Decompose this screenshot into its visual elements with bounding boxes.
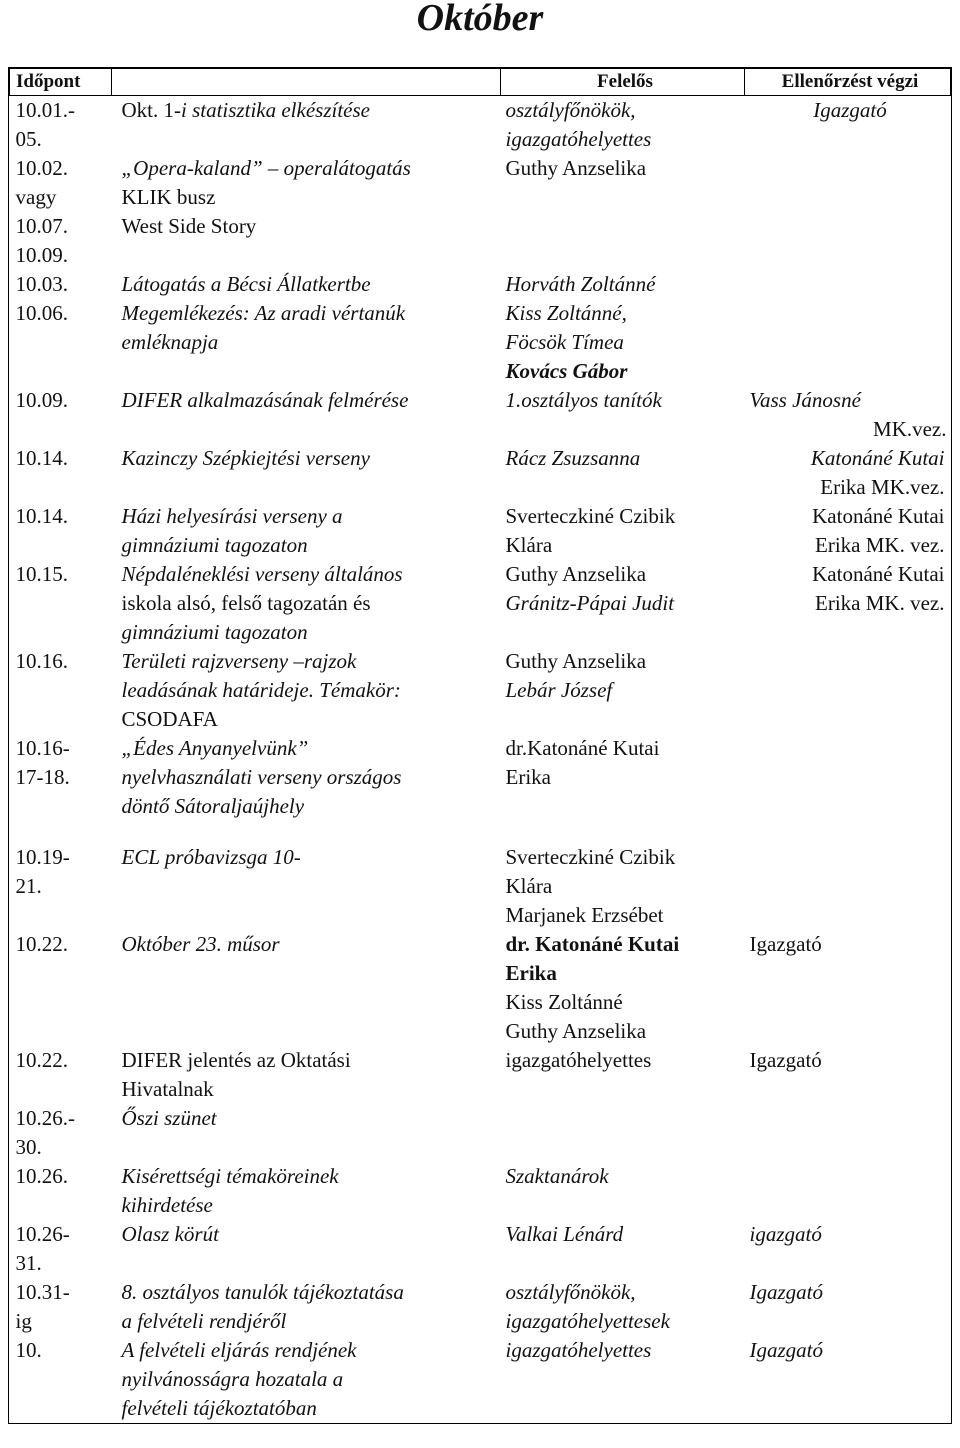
table-header-row xyxy=(10,69,951,96)
cell-task: Őszi szünet xyxy=(121,1106,217,1130)
cell-responsible: Rácz Zsuzsanna xyxy=(505,446,641,470)
cell-checker: Vass Jánosné MK.vez. xyxy=(749,388,947,441)
cell-checker: Igazgató xyxy=(813,98,887,122)
header-task xyxy=(112,69,501,96)
table-row xyxy=(10,1162,951,1220)
cell-checker xyxy=(745,647,951,734)
cell-task: Október 23. műsor xyxy=(121,932,280,956)
cell-task: Területi rajzverseny –rajzok leadásának határideje. Témakör: CSODAFA xyxy=(121,649,401,731)
cell-checker xyxy=(745,154,951,270)
cell-checker: Katonáné Kutai Erika MK. vez. xyxy=(812,504,945,557)
header-date: Időpont xyxy=(10,69,112,96)
table-row xyxy=(10,270,951,299)
cell-checker: Igazgató xyxy=(749,1048,822,1072)
cell-responsible: Sverteczkiné Czibik Klára Marjanek Erzsébet xyxy=(505,845,676,927)
cell-responsible: Guthy Anzselika Gránitz-Pápai Judit xyxy=(505,562,675,615)
cell-date: 10.15. xyxy=(15,562,68,586)
cell-date: 10.26.- 30. xyxy=(15,1106,75,1159)
cell-responsible: Szaktanárok xyxy=(505,1164,609,1188)
cell-date: 10.09. xyxy=(15,388,68,412)
cell-responsible: Sverteczkiné Czibik Klára xyxy=(505,504,676,557)
cell-date: 10.01.- 05. xyxy=(15,98,75,151)
cell-responsible: igazgatóhelyettes xyxy=(505,1048,652,1072)
cell-task: Kazinczy Szépkiejtési verseny xyxy=(121,446,370,470)
table-row xyxy=(10,930,951,1046)
cell-responsible: dr.Katonáné Kutai Erika xyxy=(505,736,660,789)
table-row xyxy=(10,843,951,930)
cell-task: A felvételi eljárás rendjének nyilvánosságra hozatala a felvételi tájékoztatóban xyxy=(121,1338,357,1420)
cell-checker xyxy=(745,1104,951,1162)
cell-task: DIFER jelentés az Oktatási Hivatalnak xyxy=(121,1048,351,1101)
table-row xyxy=(10,502,951,560)
cell-task: Olasz körút xyxy=(121,1222,219,1246)
cell-checker: Igazgató xyxy=(749,1338,823,1362)
table-row xyxy=(10,647,951,734)
cell-date: 10.14. xyxy=(15,446,68,470)
cell-task: Látogatás a Bécsi Állatkertbe xyxy=(121,272,371,296)
table-row xyxy=(10,386,951,444)
cell-checker xyxy=(745,299,951,386)
cell-checker: Katonáné Kutai Erika MK.vez. xyxy=(810,446,945,499)
cell-task: Házi helyesírási verseny a gimnáziumi tagozaton xyxy=(121,504,343,557)
cell-responsible: Kiss Zoltánné, Föcsök Tímea Kovács Gábor xyxy=(505,301,628,383)
cell-task: Kisérettségi témaköreinek kihirdetése xyxy=(121,1164,339,1217)
cell-date: 10.26- 31. xyxy=(15,1222,70,1275)
table-row xyxy=(10,299,951,386)
cell-date: 10.19- 21. xyxy=(15,845,70,898)
cell-task: „Opera-kaland” – operalátogatás KLIK busz West Side Story xyxy=(121,156,411,238)
table-row xyxy=(10,560,951,647)
cell-task: 8. osztályos tanulók tájékoztatása a felvételi rendjéről xyxy=(121,1280,404,1333)
table-spacer-row xyxy=(10,821,951,843)
table-row xyxy=(10,1336,951,1423)
table-row xyxy=(10,96,951,155)
cell-responsible: 1.osztályos tanítók xyxy=(505,388,662,412)
cell-checker: Igazgató xyxy=(749,932,822,956)
cell-checker xyxy=(745,1162,951,1220)
cell-checker xyxy=(745,270,951,299)
cell-task: DIFER alkalmazásának felmérése xyxy=(121,388,409,412)
table-row xyxy=(10,1046,951,1104)
cell-date: 10. xyxy=(15,1338,42,1362)
cell-date: 10.14. xyxy=(15,504,68,528)
cell-date: 10.22. xyxy=(15,1048,68,1072)
cell-date: 10.22. xyxy=(15,932,68,956)
cell-responsible: Horváth Zoltánné xyxy=(505,272,656,296)
cell-checker: Igazgató xyxy=(749,1280,823,1304)
cell-task: ECL próbavizsga 10- xyxy=(121,845,301,869)
page-title: Október xyxy=(416,0,544,39)
cell-date: 10.02. vagy 10.07. 10.09. xyxy=(15,156,68,267)
cell-checker: igazgató xyxy=(749,1222,822,1246)
cell-task: Megemlékezés: Az aradi vértanúk emléknapja xyxy=(121,301,406,354)
cell-date: 10.31- ig xyxy=(15,1280,70,1333)
cell-checker xyxy=(745,734,951,821)
cell-task: Okt. 1-i statisztika elkészítése xyxy=(121,98,370,122)
table-row xyxy=(10,1220,951,1278)
cell-date: 10.06. xyxy=(15,301,68,325)
table-row xyxy=(10,1104,951,1162)
cell-responsible: Guthy Anzselika Lebár József xyxy=(505,649,647,702)
cell-task: Népdaléneklési verseny általános iskola alsó, felső tagozatán és gimnáziumi tagozaton xyxy=(121,562,403,644)
cell-checker: Katonáné Kutai Erika MK. vez. xyxy=(812,562,945,615)
cell-checker xyxy=(745,843,951,930)
cell-responsible: osztályfőnökök, igazgatóhelyettesek xyxy=(505,1280,670,1333)
cell-responsible xyxy=(501,1104,745,1162)
schedule-table xyxy=(9,68,951,1423)
table-row xyxy=(10,734,951,821)
cell-responsible: Valkai Lénárd xyxy=(505,1222,624,1246)
header-responsible: Felelős xyxy=(501,69,745,96)
cell-date: 10.16. xyxy=(15,649,68,673)
table-row xyxy=(10,154,951,270)
cell-date: 10.03. xyxy=(15,272,68,296)
header-checker: Ellenőrzést végzi xyxy=(745,69,951,96)
cell-responsible: igazgatóhelyettes xyxy=(505,1338,652,1362)
cell-date: 10.26. xyxy=(15,1164,68,1188)
cell-responsible: Guthy Anzselika xyxy=(505,156,647,180)
table-row xyxy=(10,1278,951,1336)
cell-date: 10.16- 17-18. xyxy=(15,736,70,789)
cell-responsible: dr. Katonáné Kutai Erika Kiss Zoltánné Guthy Anzselika xyxy=(505,932,680,1043)
table-row xyxy=(10,444,951,502)
cell-responsible: osztályfőnökök, igazgatóhelyettes xyxy=(505,98,652,151)
cell-task: „Édes Anyanyelvünk” nyelvhasználati verseny országos döntő Sátoraljaújhely xyxy=(121,736,402,818)
